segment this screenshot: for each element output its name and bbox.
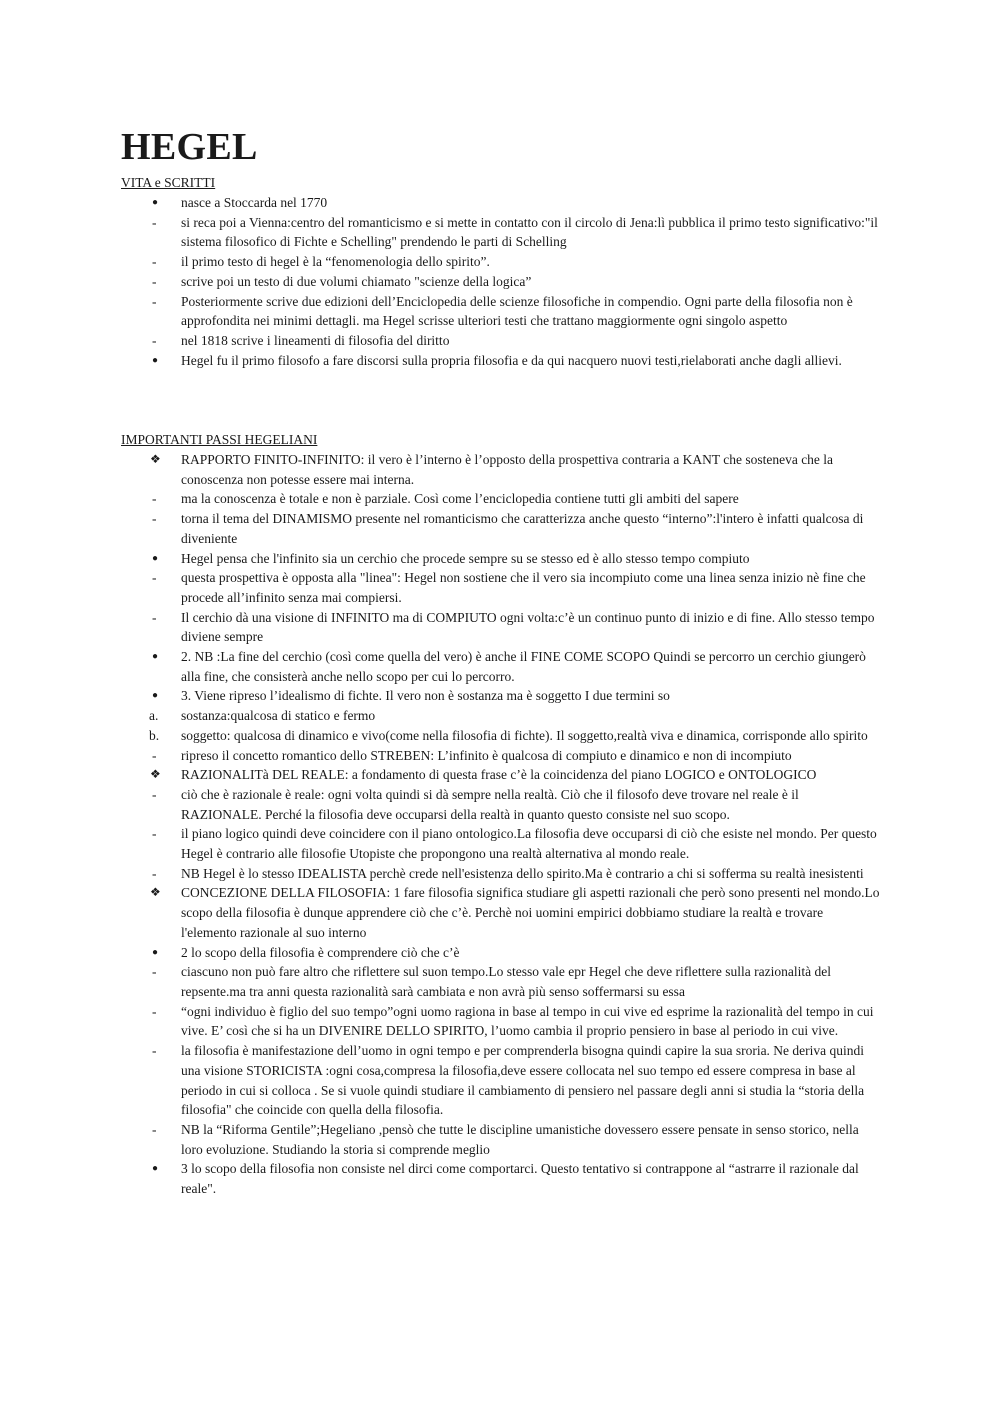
list-item [121, 509, 881, 548]
list-item [121, 686, 881, 706]
list-letter: b. [149, 727, 160, 743]
list-item [121, 292, 881, 331]
list-item-text: soggetto: qualcosa di dinamico e vivo(come nella filosofia di fichte). Il soggetto,realtà viva e dinamica, corrisponde allo spirito [181, 727, 868, 743]
list-item [121, 765, 881, 785]
dash-icon: - [152, 1003, 157, 1019]
dash-icon: - [152, 511, 157, 527]
list-item-text: Il cerchio dà una visione di INFINITO ma di COMPIUTO ogni volta:c’è un continuo punto di inizio e di fine. Allo stesso tempo diviene sempre [181, 609, 875, 645]
list-item [121, 450, 881, 489]
list-item-text: nel 1818 scrive i lineamenti di filosofia del diritto [181, 332, 450, 348]
list-item-text: 2 lo scopo della filosofia è comprendere ciò che c’è [181, 944, 460, 960]
list-item-text: 2. NB :La fine del cerchio (così come quella del vero) è anche il FINE COME SCOPO Quindi se percorro un cerchio giungerò alla fine, che consisterà anche nello scopo per cui lo percorro. [181, 649, 866, 684]
dash-icon: - [152, 609, 157, 625]
list-item-text: RAPPORTO FINITO-INFINITO: il vero è l’interno è l’opposto della prospettiva contraria a KANT che sosteneva che la conoscenza non potesse essere mai interna. [181, 452, 834, 487]
dash-icon: - [152, 491, 157, 507]
dash-icon: - [152, 826, 157, 842]
diamond-bullet-icon: ❖ [150, 767, 161, 782]
dash-icon: - [152, 332, 157, 348]
list-item [121, 785, 881, 824]
list-item [121, 1041, 881, 1120]
list-item [121, 726, 881, 746]
list-item-text: nasce a Stoccarda nel 1770 [181, 195, 328, 210]
list-item-text: NB la “Riforma Gentile”;Hegeliano ,pensò che tutte le discipline umanistiche dovessero essere pensate in senso storico, nella loro evoluzione. Studiando la storia si comprende meglio [181, 1121, 859, 1157]
list-item [121, 706, 881, 726]
list-item-text: Hegel fu il primo filosofo a fare discorsi sulla propria filosofia e da qui nacquero nuovi testi,rielaborati anche dagli allievi. [181, 352, 842, 368]
dash-icon: - [152, 1121, 157, 1137]
list-item-text: sostanza:qualcosa di statico e fermo [181, 708, 376, 724]
bullet-icon: ● [152, 651, 159, 663]
list-item-text: ripreso il concetto romantico dello STREBEN: L’infinito è qualcosa di compiuto e dinamico e non di incompiuto [181, 747, 792, 763]
list-item-text: CONCEZIONE DELLA FILOSOFIA: 1 fare filosofia significa studiare gli aspetti razionali che però sono presenti nel mondo.Lo scopo della filosofia è dunque apprendere ciò che c’è. Perchè noi uomini empirici dobbiamo studiare la realtà e trovare l'elemento razionale al suo interno [181, 885, 880, 940]
list-item [121, 647, 881, 686]
list-item [121, 608, 881, 647]
list-item [121, 864, 881, 884]
list-item [121, 568, 881, 607]
list-item-text: il primo testo di hegel è la “fenomenologia dello spirito”. [181, 254, 490, 270]
section-heading-vita: VITA e SCRITTI [121, 175, 216, 190]
list-item-text: Hegel pensa che l'infinito sia un cerchio che procede sempre su se stesso ed è allo stesso tempo compiuto [181, 550, 750, 566]
list-item-text: Posteriormente scrive due edizioni dell’Enciclopedia delle scienze filosofiche in compendio. Ogni parte della filosofia non è approfondita nei minimi dettagli. ma Hegel scrisse ulteriori testi che trattano maggiormente ogni singolo aspetto [181, 293, 853, 329]
dash-icon: - [152, 865, 157, 881]
list-item [121, 252, 881, 272]
list-item [121, 193, 881, 213]
dash-icon: - [152, 964, 157, 980]
list-item [121, 489, 881, 509]
list-item [121, 351, 881, 371]
list-item-text: scrive poi un testo di due volumi chiamato "scienze della logica” [181, 273, 532, 289]
dash-icon: - [152, 786, 157, 802]
list-item [121, 746, 881, 766]
list-letter: a. [149, 708, 159, 724]
list-item [121, 1120, 881, 1159]
diamond-bullet-icon: ❖ [150, 885, 161, 900]
list-item [121, 943, 881, 963]
list-vita [121, 193, 881, 370]
list-item-text: torna il tema del DINAMISMO presente nel romanticismo che caratterizza anche questo “interno”:l'intero è infatti qualcosa di diveniente [181, 511, 864, 546]
bullet-icon: ● [152, 552, 159, 564]
list-item [121, 549, 881, 569]
list-item-text: ciascuno non può fare altro che riflettere sul suon tempo.Lo stesso vale epr Hegel che deve riflettere sulla razionalità del repsente.ma tra anni questa razionalità sarà cambiata e non avrà più senso soffermarsi su essa [181, 964, 831, 999]
list-item-text: 3. Viene ripreso l’idealismo di fichte. Il vero non è sostanza ma è soggetto I due termini so [181, 688, 670, 704]
dash-icon: - [152, 747, 157, 763]
list-item-text: si reca poi a Vienna:centro del romanticismo e si mette in contatto con il circolo di Jena:lì pubblica il primo testo significativo:"il sistema filosofico di Fichte e Schelling" prendendo le parti di Schelling [181, 214, 878, 250]
list-item-text: ciò che è razionale è reale: ogni volta quindi si dà sempre nella realtà. Ciò che il filosofo deve trovare nel reale è il RAZIONALE. Perché la filosofia deve occuparsi della realtà in quanto questo consiste nel suo scopo. [181, 786, 799, 822]
list-item-text: questa prospettiva è opposta alla "linea": Hegel non sostiene che il vero sia incompiuto come una linea senza inizio nè fine che procede all’infinito senza mai compiersi. [181, 570, 866, 605]
bullet-icon: ● [152, 1163, 159, 1175]
list-item [121, 213, 881, 252]
bullet-icon: ● [152, 690, 159, 702]
dash-icon: - [152, 1043, 157, 1059]
dash-icon: - [152, 254, 157, 270]
list-item-text: NB Hegel è lo stesso IDEALISTA perchè crede nell'esistenza dello spirito.Ma è contrario a chi si sofferma su realtà inesistenti [181, 865, 864, 881]
list-item [121, 883, 881, 942]
list-item [121, 1159, 881, 1198]
list-item [121, 1002, 881, 1041]
list-item [121, 824, 881, 863]
list-item [121, 331, 881, 351]
dash-icon: - [152, 214, 157, 230]
bullet-icon: ● [152, 354, 159, 366]
list-passi [121, 450, 881, 1199]
list-item-text: ma la conoscenza è totale e non è parziale. Così come l’enciclopedia contiene tutti gli ambiti del sapere [181, 491, 739, 507]
section-heading-passi: IMPORTANTI PASSI HEGELIANI [121, 432, 318, 447]
dash-icon: - [152, 293, 157, 309]
diamond-bullet-icon: ❖ [150, 452, 161, 466]
list-item-text: 3 lo scopo della filosofia non consiste nel dirci come comportarci. Questo tentativo si contrappone al “astrarre il razionale dal reale". [181, 1161, 859, 1197]
dash-icon: - [152, 570, 157, 586]
bullet-icon: ● [152, 946, 159, 958]
list-item [121, 962, 881, 1001]
dash-icon: - [152, 273, 157, 289]
list-item-text: RAZIONALITà DEL REALE: a fondamento di questa frase c’è la coincidenza del piano LOGICO e ONTOLOGICO [181, 767, 817, 783]
list-item-text: “ogni individuo è figlio del suo tempo”ogni uomo ragiona in base al tempo in cui vive ed esprime la razionalità del tempo in cui vive. E’ così che si ha un DIVENIRE DELLO SPIRITO, l’uomo cambia il proprio pensiero in base al periodo in cui vive. [181, 1003, 874, 1039]
bullet-icon: ● [152, 197, 159, 208]
list-item-text: il piano logico quindi deve coincidere con il piano ontologico.La filosofia deve occuparsi di ciò che esiste nel mondo. Per questo Hegel è contrario alle filosofie Utopiste che propongono una realtà alternativa al mondo reale. [181, 826, 877, 862]
page-title: HEGEL [121, 126, 258, 168]
list-item-text: la filosofia è manifestazione dell’uomo in ogni tempo e per comprenderla bisogna quindi capire la sua sroria. Ne deriva quindi una visione STORICISTA :ogni cosa,compresa la filosofia,deve essere collocata nel suo tempo ed essere compresa in base al periodo in cui si colloca . Se si vuole quindi studiare il cambiamento di pensiero nel passare degli anni si studia la “storia della filosofia" che coincide con quella della filosofia. [181, 1043, 865, 1118]
list-item [121, 272, 881, 292]
